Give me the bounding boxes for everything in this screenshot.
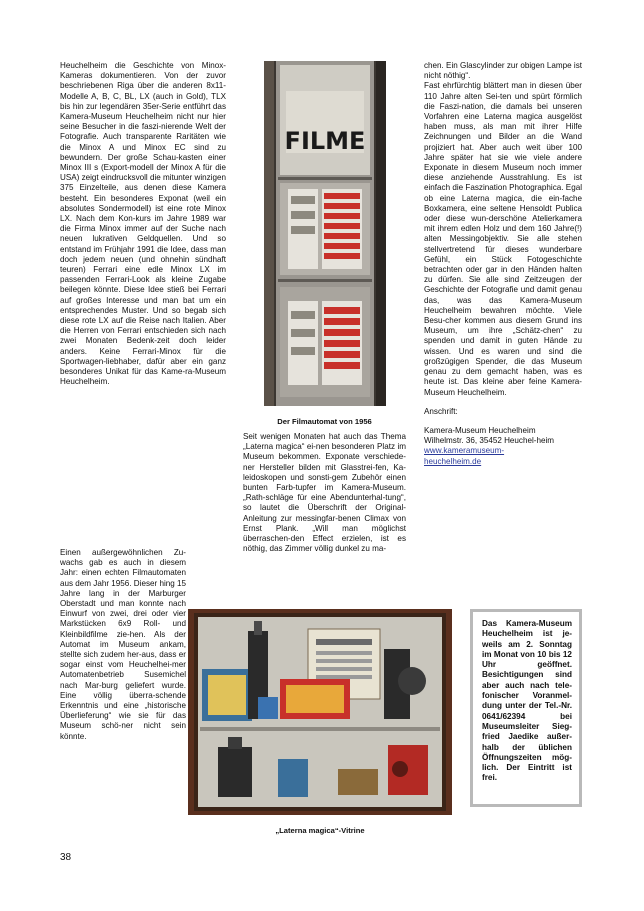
filmautomat-illustration [264,61,386,406]
paragraph-filmautomat: Einen außergewöhnlichen Zu-wachs gab es auch in diesem Jahr: einen echten Filmautomaten aus dem Jahr 1956. Dieser hing 15 Jahre lang in der Marburger Oberstadt und man konnte nach Einwurf von zwei, drei oder vier Markstücken 6x9 Roll- und Kleinbildfilme zie-hen. Als der Automat im Museum ankam, stellte sich zudem her-aus, dass er sogar einst vom Heuchelhei-mer Automatenbetrieb Susemichel nach Mar-burg geliefert wurde. Eine völlig überra-schende Erkenntnis und eine „historische Überlieferung“ wie sie für das Museum schö-ner nicht sein könnte. [60,548,186,741]
address-text: Kamera-Museum Heuchelheim Wilhelmstr. 36, 35452 Heuchel-heim [424,425,555,446]
opening-hours-box: Das Kamera-Museum Heuchelheim ist je-weils am 2. Sonntag im Monat von 10 bis 12 Uhr geöffnet. Besichtigungen sind aber auch nach tele-fonischer Voranmel-dung unter der Tel.-Nr. 0641/62394 bei Museumsleiter Sieg-fried Jaedike außer-halb der üblichen Öffnungszeiten mög-lich. Der Eintritt ist frei. [470,609,582,807]
page-number: 38 [60,852,72,863]
address-label: Anschrift: [424,406,458,416]
paragraph-minox: Heuchelheim die Geschichte von Minox-Kameras dokumentieren. Von der zuvor beschriebenen Riga über die anderen 8x11-Modelle A, B, C, BL, LX (auch in Gold), TLX bis hin zur legendären 35er-Serie entführt das Kamera-Museum Heuchelheim nicht nur hier seine Besucher in die faszi-nierende Welt der Fotografie. Auch transparente Raritäten wie die Minox A und Minox EC sind zu bewundern. Der große Schau-kasten einer Minox III s (Export-modell der Minox A für die USA) zeigt eindrucksvoll die mitunter winzigen 375 Einzelteile, aus denen diese Kamera besteht. Ein besonderes Exponat (weil ein absolutes Sondermodell) ist eine rote Minox LX. Nach dem Kon-kurs im Jahre 1989 war die Firma Minox immer auf der Suche nach neuen lukrativen Geldquellen. Und so entstand im Frühjahr 1991 die Idee, dass man doch jedem neuen (und ohnehin sündhaft teuren) Ferrari eine edle Minox LX im passenden Ferrari-Look als kleine Zugabe beilegen könnte. Diese Idee stieß bei Ferrari auf großes Interesse und man bat um ein entsprechendes Muster. Und so begab sich diese rote LX auf die Reise nach Italien. Aber die Herren von Ferrari entschieden sich nach zwei Monaten Bedenk-zeit doch leider anders. Keine Ferrari-Minox für die Sportwagen-liebhaber, dafür aber ein ganz besonderes Unikat für das Kame-ra-Museum Heuchelheim. [60,61,226,387]
article-column-3 [424,61,582,467]
filme-sign: FILME [284,127,366,155]
laterna-magica-illustration [188,609,452,815]
article-column-2 [243,432,406,563]
website-link-line-2[interactable]: heuchelheim.de [424,456,482,466]
laterna-magica-caption: „Laterna magica“-Vitrine [275,826,365,835]
article-column-1-bottom [60,548,186,751]
paragraph-faszination: chen. Ein Glascylinder zur obigen Lampe ist nicht nöthig“. Fast ehrfürchtig blättert man in diesen über 110 Jahre alten Sei-ten und spürt förmlich die Faszi-nation, die damals bei unseren Vorfahren eine Laterna magica ausgelöst haben muss, als man mit ihrer Hilfe Zeichnungen und Bilder an die Wand projiziert hat. Aber auch weit über 100 Jahre später hat sie wie viele andere Exponate in diesem Museum noch immer diese anziehende Ausstrahlung. Es ist einfach die Faszination Photographica. Egal ob eine Laterna magica, die ein-fache Boxkamera, eine seltene Hensoldt Publica oder diese wun-derschöne Atelierkamera mit ihrem edlen Holz und dem 160 Jahre(!) alten Messingobjektiv. Sie alle stehen stellvertretend für dieses wunderbare Gefühl, ein Stück Fotogeschichte betrachten oder gar in den Händen halten zu dürfen. Sie alle sind Zeitzeugen der Geschichte der Fotografie und damit genau das, was das Kamera-Museum Heuchelheim bewahren möchte. Viele Besu-cher kommen aus diesem Grund ins Museum, um ihre „Schätz-chen“ zu spenden und damit in guten Hände zu wissen. Und es waren und sind die großzügigen Spender, die das Museum genau zu dem gemacht haben, was es heute ist. Das kleine aber feine Kamera-Museum Heuchelheim. [424,61,582,397]
filmautomat-photo [264,61,386,406]
paragraph-laterna-magica: Seit wenigen Monaten hat auch das Thema „Laterna magica“ ei-nen besonderen Platz im Museum bekommen. Exponate verschiede-ner Hersteller bilden mit Glasstrei-fen, Ka-leidoskopen und sonsti-gem Zubehör einen bunten Farb-tupfer im Kamera-Museum. „Rath-schläge für eine Abendunterhal-tung“, so lautet die Überschrift der Original-Anleitung zur messingfar-benen Climax von Ernst Plank. „Will man möglichst überraschen-den Effect erzielen, ist es nöthig, das Zimmer völlig dunkel zu ma- [243,432,406,554]
website-link-line-1[interactable]: www.kameramuseum- [424,446,505,456]
filmautomat-caption: Der Filmautomat von 1956 [277,417,372,426]
article-column-1 [60,61,226,397]
laterna-magica-photo [188,609,452,815]
